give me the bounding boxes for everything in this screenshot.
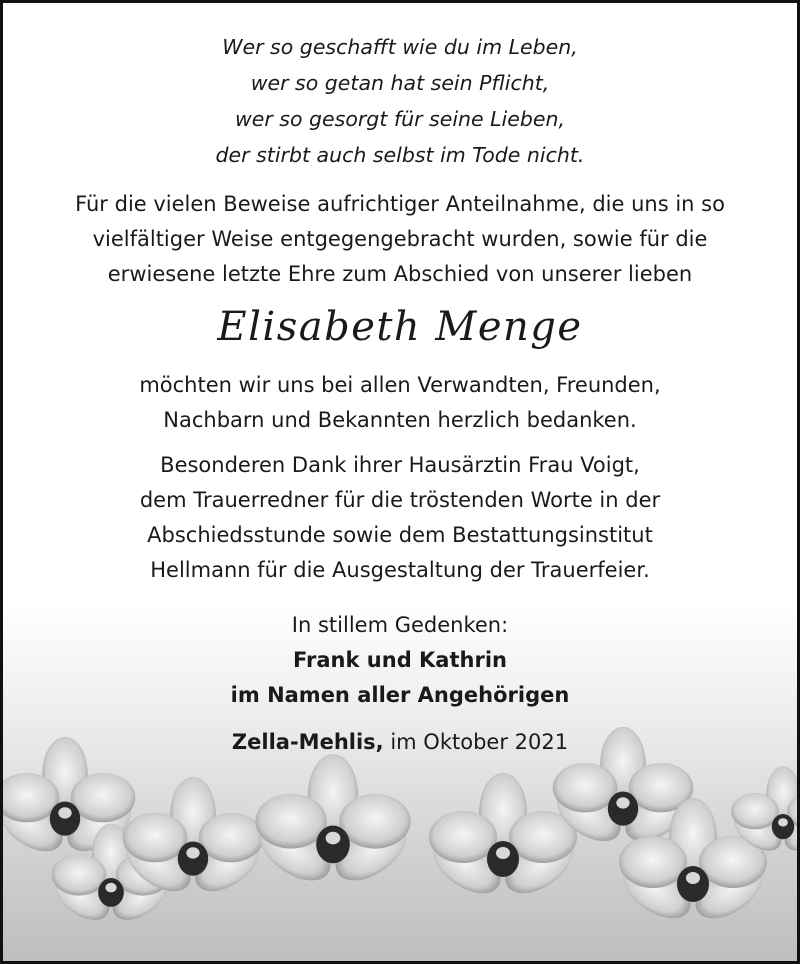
thanks-line: vielfältiger Weise entgegengebracht wurden, sowie für die <box>92 227 708 251</box>
closing-block <box>3 608 797 713</box>
special-thanks-line: dem Trauerredner für die tröstenden Worte in der <box>139 488 661 512</box>
closing-intro: In stillem Gedenken: <box>291 613 509 637</box>
special-thanks-paragraph <box>3 448 797 588</box>
thanks-paragraph <box>3 187 797 292</box>
place-date-line <box>3 725 797 760</box>
thanks-continued-line: Nachbarn und Bekannten herzlich bedanken. <box>163 408 637 432</box>
family-line: im Namen aller Angehörigen <box>230 683 570 707</box>
special-thanks-line: Abschiedsstunde sowie dem Bestattungsinstitut <box>147 523 653 547</box>
deceased-name: Elisabeth Menge <box>217 304 583 350</box>
thanks-line: Für die vielen Beweise aufrichtiger Anteilnahme, die uns in so <box>75 192 725 216</box>
poem-line: wer so gesorgt für seine Lieben, <box>234 107 566 131</box>
signers: Frank und Kathrin <box>293 648 507 672</box>
poem-line: Wer so geschafft wie du im Leben, <box>222 35 578 59</box>
memorial-poem <box>3 3 797 173</box>
date: im Oktober 2021 <box>390 730 569 754</box>
poem-line: der stirbt auch selbst im Tode nicht. <box>215 143 585 167</box>
poem-line: wer so getan hat sein Pflicht, <box>250 71 550 95</box>
special-thanks-line: Besonderen Dank ihrer Hausärztin Frau Voigt, <box>160 453 640 477</box>
special-thanks-line: Hellmann für die Ausgestaltung der Trauerfeier. <box>150 558 650 582</box>
thanks-line: erwiesene letzte Ehre zum Abschied von unserer lieben <box>107 262 693 286</box>
obituary-text <box>3 3 797 760</box>
thanks-continued-line: möchten wir uns bei allen Verwandten, Freunden, <box>139 373 661 397</box>
place: Zella-Mehlis, <box>231 730 384 754</box>
thanks-continued-paragraph <box>3 368 797 438</box>
